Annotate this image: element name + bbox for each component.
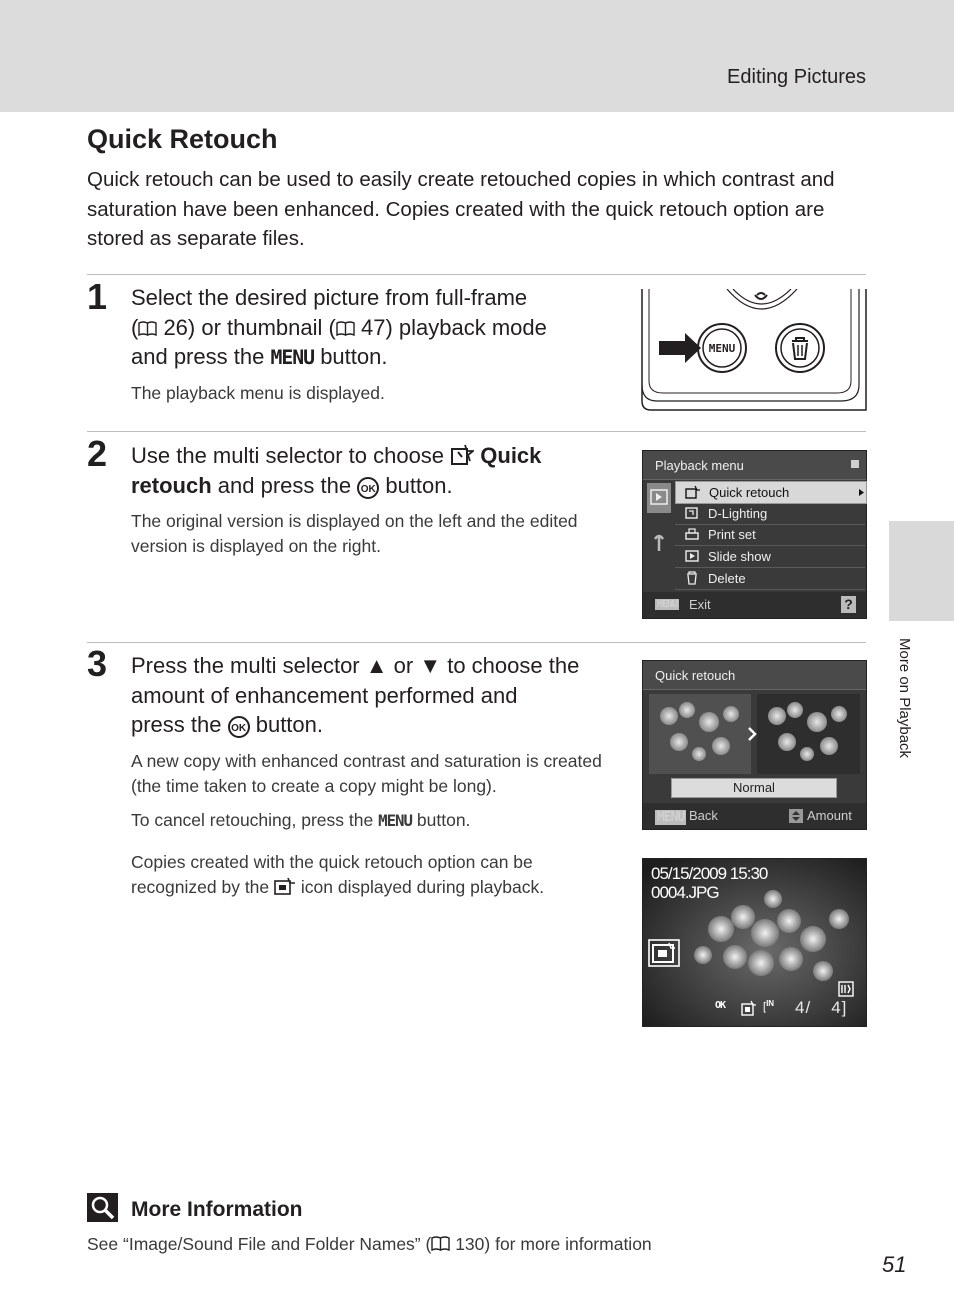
playback-tab-icon[interactable] (647, 483, 671, 513)
amount-level-field[interactable]: Normal (671, 778, 837, 798)
intro-paragraph: Quick retouch can be used to easily create retouched copies in which contrast and saturation have been enhanced. Copies created with the quick retouch option are stored as separate files. (87, 168, 835, 250)
divider (87, 642, 866, 643)
help-icon: ? (841, 596, 856, 613)
more-info-icon (87, 1193, 118, 1222)
menu-item-delete[interactable]: Delete (675, 568, 865, 590)
more-info-text: See “Image/Sound File and Folder Names” ( 130) for more information (87, 1234, 652, 1254)
playback-menu-screen (642, 450, 867, 619)
page-title: Quick Retouch (87, 124, 278, 154)
before-after-preview (649, 694, 860, 774)
step3-cancel-note: To cancel retouching, press the MENU button. (131, 810, 471, 830)
more-info-title: More Information (131, 1198, 303, 1221)
trash-icon (684, 571, 700, 585)
quick-retouch-icon (685, 485, 701, 499)
side-tab (889, 521, 954, 621)
menu-item-quick-retouch[interactable]: Quick retouch (675, 481, 867, 504)
screen-footer: MENU Exit ? (643, 592, 866, 618)
menu-button-glyph: MENU (270, 346, 315, 369)
quick-retouch-icon (450, 444, 474, 466)
menu-item-print-set[interactable]: Print set (675, 524, 865, 546)
scroll-indicator (851, 460, 859, 468)
step-number: 1 (87, 276, 108, 317)
ok-indicator: OK (715, 1000, 726, 1011)
up-arrow-icon: ▲ (365, 653, 388, 678)
up-down-icon (789, 809, 803, 823)
page-number: 51 (882, 1252, 907, 1277)
book-icon (138, 321, 157, 336)
screen-title-bar: Playback menu (643, 451, 866, 480)
menu-button-glyph: MENU (378, 811, 413, 830)
book-icon (336, 321, 355, 336)
divider (87, 431, 866, 432)
setup-tab-icon[interactable] (647, 529, 671, 559)
divider (87, 274, 866, 275)
photo-info: 05/15/2009 15:30 0004.JPG (651, 864, 768, 902)
header-band (0, 0, 954, 112)
menu-tag: MENU (657, 599, 678, 610)
screen-title-bar: Quick retouch (643, 661, 866, 690)
playback-photo-screen (642, 858, 867, 1027)
quick-retouch-screen (642, 660, 867, 830)
step2-heading: Use the multi selector to choose Quick retouch and press the OK button. (131, 443, 542, 498)
frame-counter: 4/ 4] (795, 998, 848, 1017)
down-arrow-icon: ▼ (419, 653, 442, 678)
menu-tag: MENU (657, 810, 685, 825)
camera-back-illustration (641, 289, 867, 411)
step-number: 2 (87, 433, 108, 474)
book-icon (431, 1236, 450, 1251)
step-number: 3 (87, 643, 108, 684)
internal-memory-indicator: [$^{IN}$ (763, 999, 775, 1013)
menu-item-slide-show[interactable]: Slide show (675, 546, 865, 568)
step1-heading: Select the desired picture from full-frame ( 26) or thumbnail ( 47) playback mode and press the MENU button. (131, 285, 547, 369)
retouch-small-icon (741, 1000, 757, 1016)
chevron-right-icon (859, 489, 864, 496)
ok-button-glyph: OK (357, 477, 379, 499)
slide-show-icon (684, 549, 700, 563)
menu-item-d-lighting[interactable]: D-Lighting (675, 503, 865, 525)
step3-heading: Press the multi selector ▲ or ▼ to choose the amount of enhancement performed and press the OK button. (131, 653, 580, 737)
step3-body: A new copy with enhanced contrast and saturation is created (the time taken to create a copy might be long). (131, 751, 602, 796)
step1-body: The playback menu is displayed. (131, 383, 385, 403)
delete-camera-button (776, 324, 824, 372)
ok-button-glyph: OK (228, 716, 250, 738)
step2-body: The original version is displayed on the left and the edited version is displayed on the right. (131, 511, 578, 556)
d-lighting-icon (684, 506, 700, 520)
step3-icon-note: Copies created with the quick retouch option can be recognized by the icon displayed during playback. (131, 852, 545, 897)
section-title: Editing Pictures (727, 66, 866, 88)
screen-footer: MENU Back Amount (643, 803, 866, 829)
image-size-icon (838, 981, 854, 997)
retouch-indicator-icon (648, 939, 680, 967)
retouch-indicator-icon (274, 877, 296, 895)
printer-icon (684, 527, 700, 541)
menu-label: MENU (708, 342, 736, 355)
side-tab-label: More on Playback (896, 638, 913, 759)
